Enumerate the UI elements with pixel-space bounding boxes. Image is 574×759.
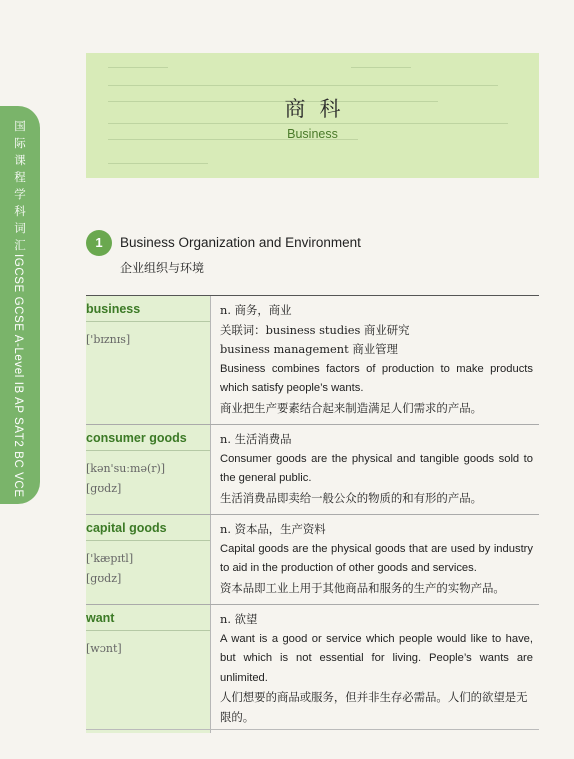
phonetic-transcription: [wɔnt] bbox=[86, 642, 122, 655]
definition-column bbox=[211, 605, 539, 733]
english-example: Consumer goods are the physical and tangible goods sold to the general public. bbox=[220, 452, 533, 484]
phonetic-block bbox=[86, 631, 210, 665]
definition-column bbox=[211, 425, 539, 514]
part-of-speech-definition: n. 商务，商业 bbox=[220, 303, 292, 317]
phonetic-transcription: [gʊdz] bbox=[86, 482, 122, 495]
term-headword: want bbox=[86, 605, 210, 631]
english-example: Capital goods are the physical goods that are used by industry to aid in the production of other goods and services. bbox=[220, 542, 533, 574]
english-example: A want is a good or service which people would like to have, but which is not essential for living. People’s wants are unlimited. bbox=[220, 632, 533, 684]
english-example: Business combines factors of production to make products which satisfy people’s wants. bbox=[220, 362, 533, 394]
chinese-text: 生活消费品即卖给一般公众的物质的和有形的产品。 bbox=[220, 490, 482, 505]
glossary-entry bbox=[86, 425, 539, 515]
chinese-text: 商业把生产要素结合起来制造满足人们需求的产品。 bbox=[220, 400, 482, 415]
definition-column bbox=[211, 515, 539, 604]
term-column bbox=[86, 605, 211, 733]
glossary-table bbox=[86, 295, 539, 733]
bottom-divider bbox=[86, 729, 539, 730]
chinese-text: 关联词：business studies 商业研究 bbox=[220, 322, 410, 337]
part-of-speech-definition: n. 欲望 bbox=[220, 612, 258, 626]
glossary-entry bbox=[86, 296, 539, 425]
side-tab-curricula-label: IGCSE GCSE A-Level IB AP SAT2 BC VCE bbox=[12, 254, 24, 498]
side-tab bbox=[0, 106, 40, 504]
term-headword: capital goods bbox=[86, 515, 210, 541]
part-of-speech-definition: n. 生活消费品 bbox=[220, 432, 292, 446]
phonetic-transcription: ['kæpɪtl] bbox=[86, 552, 134, 565]
glossary-entry bbox=[86, 605, 539, 733]
chapter-title-en: Business bbox=[287, 127, 338, 141]
phonetic-block bbox=[86, 451, 210, 505]
chinese-text: business management 商业管理 bbox=[220, 342, 398, 356]
phonetic-block bbox=[86, 322, 210, 356]
term-headword: business bbox=[86, 296, 210, 322]
section-title-en: Business Organization and Environment bbox=[120, 235, 361, 250]
phonetic-transcription: [gʊdz] bbox=[86, 572, 122, 585]
chinese-text: 人们想要的商品或服务，但并非生存必需品。人们的欲望是无限的。 bbox=[220, 690, 528, 724]
part-of-speech-definition: n. 资本品，生产资料 bbox=[220, 522, 326, 536]
section-title-cn: 企业组织与环境 bbox=[120, 261, 205, 275]
term-column bbox=[86, 515, 211, 604]
term-column bbox=[86, 425, 211, 514]
glossary-entry bbox=[86, 515, 539, 605]
term-headword: consumer goods bbox=[86, 425, 210, 451]
term-column bbox=[86, 296, 211, 424]
chapter-banner bbox=[86, 53, 539, 178]
phonetic-block bbox=[86, 541, 210, 595]
definition-column bbox=[211, 296, 539, 424]
section-number-badge: 1 bbox=[86, 230, 112, 256]
chinese-text: 资本品即工业上用于其他商品和服务的生产的实物产品。 bbox=[220, 580, 505, 595]
phonetic-transcription: ['bɪznɪs] bbox=[86, 333, 131, 346]
chapter-title-cn: 商科 bbox=[284, 97, 355, 121]
phonetic-transcription: [kən'suːmə(r)] bbox=[86, 462, 166, 475]
side-tab-chinese-label: 国际课程学科词汇 bbox=[14, 119, 26, 252]
